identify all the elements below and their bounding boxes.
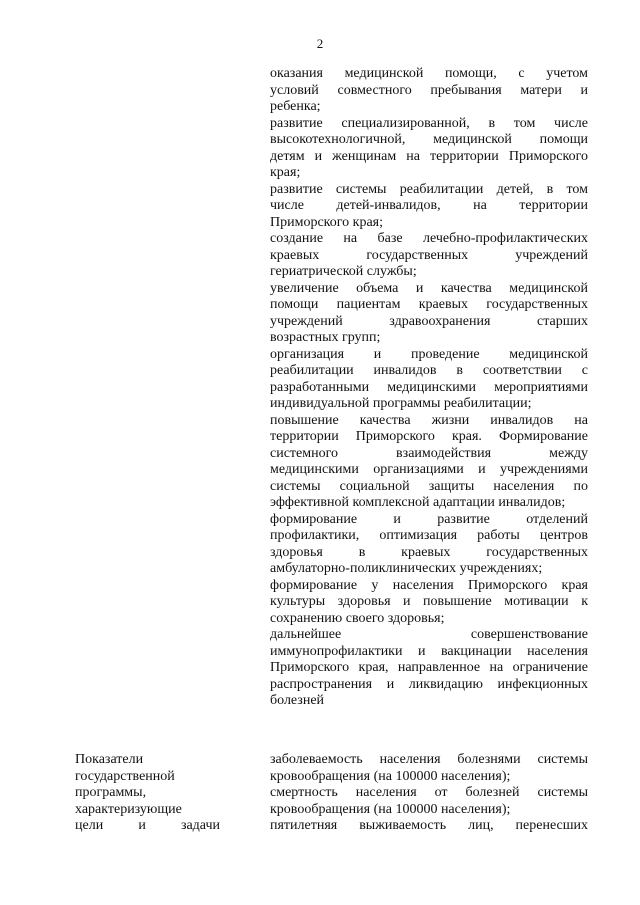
text-line: края; bbox=[270, 165, 301, 180]
text-line: амбулаторно-поликлинических учреждениях; bbox=[270, 561, 543, 576]
text-line: иммунопрофилактики и вакцинации населения bbox=[270, 643, 588, 659]
text-line: создание на базе лечебно-профилактических bbox=[270, 231, 588, 246]
text-line: здоровья в краевых государственных bbox=[270, 544, 588, 560]
text-line: культуры здоровья и повышение мотивации к bbox=[270, 594, 588, 609]
heading-line: характеризующие bbox=[75, 801, 182, 817]
indicators-heading bbox=[75, 752, 220, 835]
text-line: сохранению своего здоровья; bbox=[270, 610, 445, 626]
text-line: пятилетняя выживаемость лиц, перенесших bbox=[270, 818, 588, 833]
text-line: кровообращения (на 100000 населения); bbox=[270, 801, 511, 817]
text-line: реабилитации инвалидов в соответствии с bbox=[270, 363, 588, 378]
text-line: формирование у населения Приморского края bbox=[270, 577, 588, 593]
text-line: системного взаимодействия между bbox=[270, 445, 588, 461]
heading-line: государственной bbox=[75, 768, 175, 784]
text-line: возрастных групп; bbox=[270, 330, 381, 345]
text-line: профилактики, оптимизация работы центров bbox=[270, 528, 588, 543]
text-line: организация и проведение медицинской bbox=[270, 346, 588, 362]
text-line: учреждений здравоохранения старших bbox=[270, 313, 588, 329]
text-line: развитие системы реабилитации детей, в том bbox=[270, 181, 588, 197]
text-line: индивидуальной программы реабилитации; bbox=[270, 396, 532, 411]
text-line: формирование и развитие отделений bbox=[270, 511, 588, 527]
text-line: гериатрической службы; bbox=[270, 264, 417, 279]
text-line: условий совместного пребывания матери и bbox=[270, 82, 588, 98]
text-line: кровообращения (на 100000 населения); bbox=[270, 768, 511, 784]
text-line: детям и женщинам на территории Приморского bbox=[270, 148, 588, 164]
text-line: территории Приморского края. Формирование bbox=[270, 429, 588, 444]
text-line: помощи пациентам краевых государственных bbox=[270, 297, 588, 312]
text-line: болезней bbox=[270, 693, 325, 708]
text-line: дальнейшее совершенствование bbox=[270, 627, 588, 642]
text-line: ребенка; bbox=[270, 99, 321, 114]
text-line: распространения и ликвидацию инфекционных bbox=[270, 676, 588, 692]
text-line: разработанными медицинскими мероприятиями bbox=[270, 379, 588, 395]
text-line: увеличение объема и качества медицинской bbox=[270, 280, 588, 296]
heading-line: программы, bbox=[75, 785, 147, 800]
text-line: смертность населения от болезней системы bbox=[270, 785, 588, 800]
indicators-list-text bbox=[270, 752, 588, 835]
page-number: 2 bbox=[316, 36, 324, 51]
text-line: медицинскими организациями и учреждениями bbox=[270, 462, 588, 477]
program-objectives-text bbox=[270, 66, 588, 710]
text-line: высокотехнологичной, медицинской помощи bbox=[270, 132, 588, 147]
text-line: заболеваемость населения болезнями системы bbox=[270, 752, 588, 767]
heading-line: Показатели bbox=[75, 752, 144, 767]
text-line: Приморского края; bbox=[270, 214, 384, 230]
text-line: развитие специализированной, в том числе bbox=[270, 115, 588, 131]
text-line: краевых государственных учреждений bbox=[270, 247, 588, 263]
text-line: Приморского края, направленное на ограничение bbox=[270, 660, 588, 675]
text-line: системы социальной защиты населения по bbox=[270, 478, 588, 494]
heading-line: цели и задачи bbox=[75, 818, 220, 833]
text-line: повышение качества жизни инвалидов на bbox=[270, 412, 588, 428]
text-line: оказания медицинской помощи, с учетом bbox=[270, 66, 588, 81]
text-line: эффективной комплексной адаптации инвалидов; bbox=[270, 495, 566, 510]
text-line: числе детей-инвалидов, на территории bbox=[270, 198, 588, 213]
